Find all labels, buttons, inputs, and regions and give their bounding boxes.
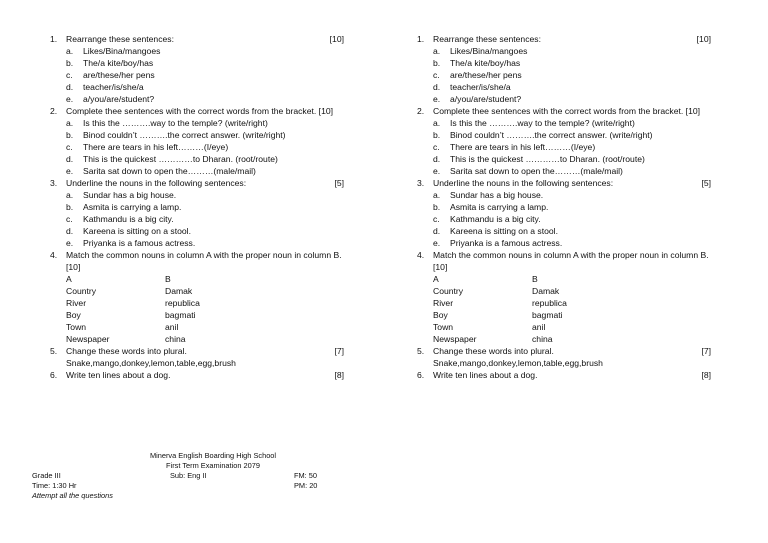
sub-item: d. This is the quickest …………to Dharan. (root/route) (433, 154, 645, 164)
question-text: Change these words into plural. (433, 346, 554, 356)
question-4 (50, 249, 370, 345)
question-text: Complete thee sentences with the correct words from the bracket. [10] (433, 106, 701, 116)
match-row: Town anil (66, 322, 179, 332)
question-number: 4. (50, 250, 58, 260)
question-2 (417, 105, 737, 177)
sub-item: e. Priyanka is a famous actress. (66, 238, 196, 248)
question-marks: [8] (701, 370, 711, 380)
match-row: Newspaper china (66, 334, 186, 344)
header-row-grade (32, 471, 332, 481)
question-4 (417, 249, 737, 345)
match-table (417, 273, 737, 345)
sub-item: c. There are tears in his left………(I/eye) (433, 142, 596, 152)
sub-item: b. Binod couldn’t ……….the correct answer. (write/right) (433, 130, 653, 140)
question-paper-left (50, 33, 370, 381)
sub-item: d. Kareena is sitting on a stool. (433, 226, 558, 236)
question-text: Rearrange these sentences: (433, 34, 541, 44)
question-1 (417, 33, 737, 105)
question-text: Underline the nouns in the following sentences: (66, 178, 247, 188)
sub-item: e. Sarita sat down to open the………(male/mail) (66, 166, 256, 176)
sub-item: b. The/a kite/boy/has (66, 58, 154, 68)
question-number: 1. (50, 34, 58, 44)
question-1 (50, 33, 370, 105)
sub-item: c. Kathmandu is a big city. (66, 214, 174, 224)
sub-item: e. Sarita sat down to open the………(male/mail) (433, 166, 623, 176)
question-text: Match the common nouns in column A with the proper noun in column B. (433, 250, 709, 260)
sub-item: c. There are tears in his left………(I/eye) (66, 142, 229, 152)
question-text: Match the common nouns in column A with the proper noun in column B. (66, 250, 342, 260)
sub-item: a. Is this the ……….way to the temple? (write/right) (433, 118, 635, 128)
question-number: 3. (417, 178, 425, 188)
exam-title: First Term Examination 2079 (166, 461, 260, 470)
match-row: Newspaper china (433, 334, 553, 344)
question-marks: [5] (334, 178, 344, 188)
sub-item: a. Sundar has a big house. (433, 190, 544, 200)
question-marks: [10] (696, 34, 711, 44)
match-header: A B (66, 274, 171, 284)
question-number: 1. (417, 34, 425, 44)
question-number: 6. (50, 370, 58, 380)
question-text: Rearrange these sentences: (66, 34, 174, 44)
question-number: 4. (417, 250, 425, 260)
question-marks: [10] (433, 262, 448, 272)
sub-item: a. Sundar has a big house. (66, 190, 177, 200)
question-number: 5. (417, 346, 425, 356)
full-marks-label: FM: 50 (294, 471, 317, 480)
question-text: Complete thee sentences with the correct words from the bracket. [10] (66, 106, 334, 116)
question-5 (50, 345, 370, 369)
subject-label: Sub: Eng II (170, 471, 207, 480)
sub-item: c. Kathmandu is a big city. (433, 214, 541, 224)
match-row: Boy bagmati (433, 310, 563, 320)
question-number: 2. (417, 106, 425, 116)
grade-label: Grade III (32, 471, 61, 480)
question-marks: [5] (701, 178, 711, 188)
header-row-time (32, 481, 332, 491)
exam-header (32, 451, 332, 501)
sub-item: d. Kareena is sitting on a stool. (66, 226, 191, 236)
question-text: Write ten lines about a dog. (66, 370, 171, 380)
sub-item: b. Asmita is carrying a lamp. (433, 202, 549, 212)
match-table (50, 273, 370, 345)
question-marks: [7] (701, 346, 711, 356)
sub-item: d. This is the quickest …………to Dharan. (root/route) (66, 154, 278, 164)
match-row: Town anil (433, 322, 546, 332)
question-marks: [10] (66, 262, 81, 272)
sub-item: c. are/these/her pens (66, 70, 155, 80)
question-number: 6. (417, 370, 425, 380)
question-6 (417, 369, 737, 381)
match-header: A B (433, 274, 538, 284)
question-number: 5. (50, 346, 58, 356)
sub-item: b. Asmita is carrying a lamp. (66, 202, 182, 212)
match-row: Country Damak (66, 286, 193, 296)
question-5 (417, 345, 737, 369)
question-marks: [7] (334, 346, 344, 356)
sub-item: d. teacher/is/she/a (66, 82, 144, 92)
word-list: Snake,mango,donkey,lemon,table,egg,brush (66, 358, 236, 368)
question-paper-right (417, 33, 737, 381)
school-name: Minerva English Boarding High School (149, 451, 277, 460)
sub-item: a. Likes/Bina/mangoes (433, 46, 528, 56)
question-text: Change these words into plural. (66, 346, 187, 356)
sub-item: e. a/you/are/student? (66, 94, 155, 104)
question-marks: [10] (329, 34, 344, 44)
sub-item: e. Priyanka is a famous actress. (433, 238, 563, 248)
instruction-text: Attempt all the questions (32, 491, 113, 500)
sub-item: e. a/you/are/student? (433, 94, 522, 104)
pass-marks-label: PM: 20 (294, 481, 318, 490)
match-row: River republica (66, 298, 200, 308)
sub-item: a. Likes/Bina/mangoes (66, 46, 161, 56)
question-marks: [8] (334, 370, 344, 380)
question-3 (417, 177, 737, 249)
question-2 (50, 105, 370, 177)
sub-item: c. are/these/her pens (433, 70, 522, 80)
question-number: 3. (50, 178, 58, 188)
word-list: Snake,mango,donkey,lemon,table,egg,brush (433, 358, 603, 368)
question-text: Underline the nouns in the following sentences: (433, 178, 614, 188)
sub-item: b. The/a kite/boy/has (433, 58, 521, 68)
match-row: River republica (433, 298, 567, 308)
question-6 (50, 369, 370, 381)
question-3 (50, 177, 370, 249)
match-row: Country Damak (433, 286, 560, 296)
sub-item: b. Binod couldn’t ……….the correct answer. (write/right) (66, 130, 286, 140)
match-row: Boy bagmati (66, 310, 196, 320)
time-label: Time: 1:30 Hr (32, 481, 77, 490)
sub-item: d. teacher/is/she/a (433, 82, 511, 92)
question-number: 2. (50, 106, 58, 116)
question-text: Write ten lines about a dog. (433, 370, 538, 380)
sub-item: a. Is this the ……….way to the temple? (write/right) (66, 118, 268, 128)
